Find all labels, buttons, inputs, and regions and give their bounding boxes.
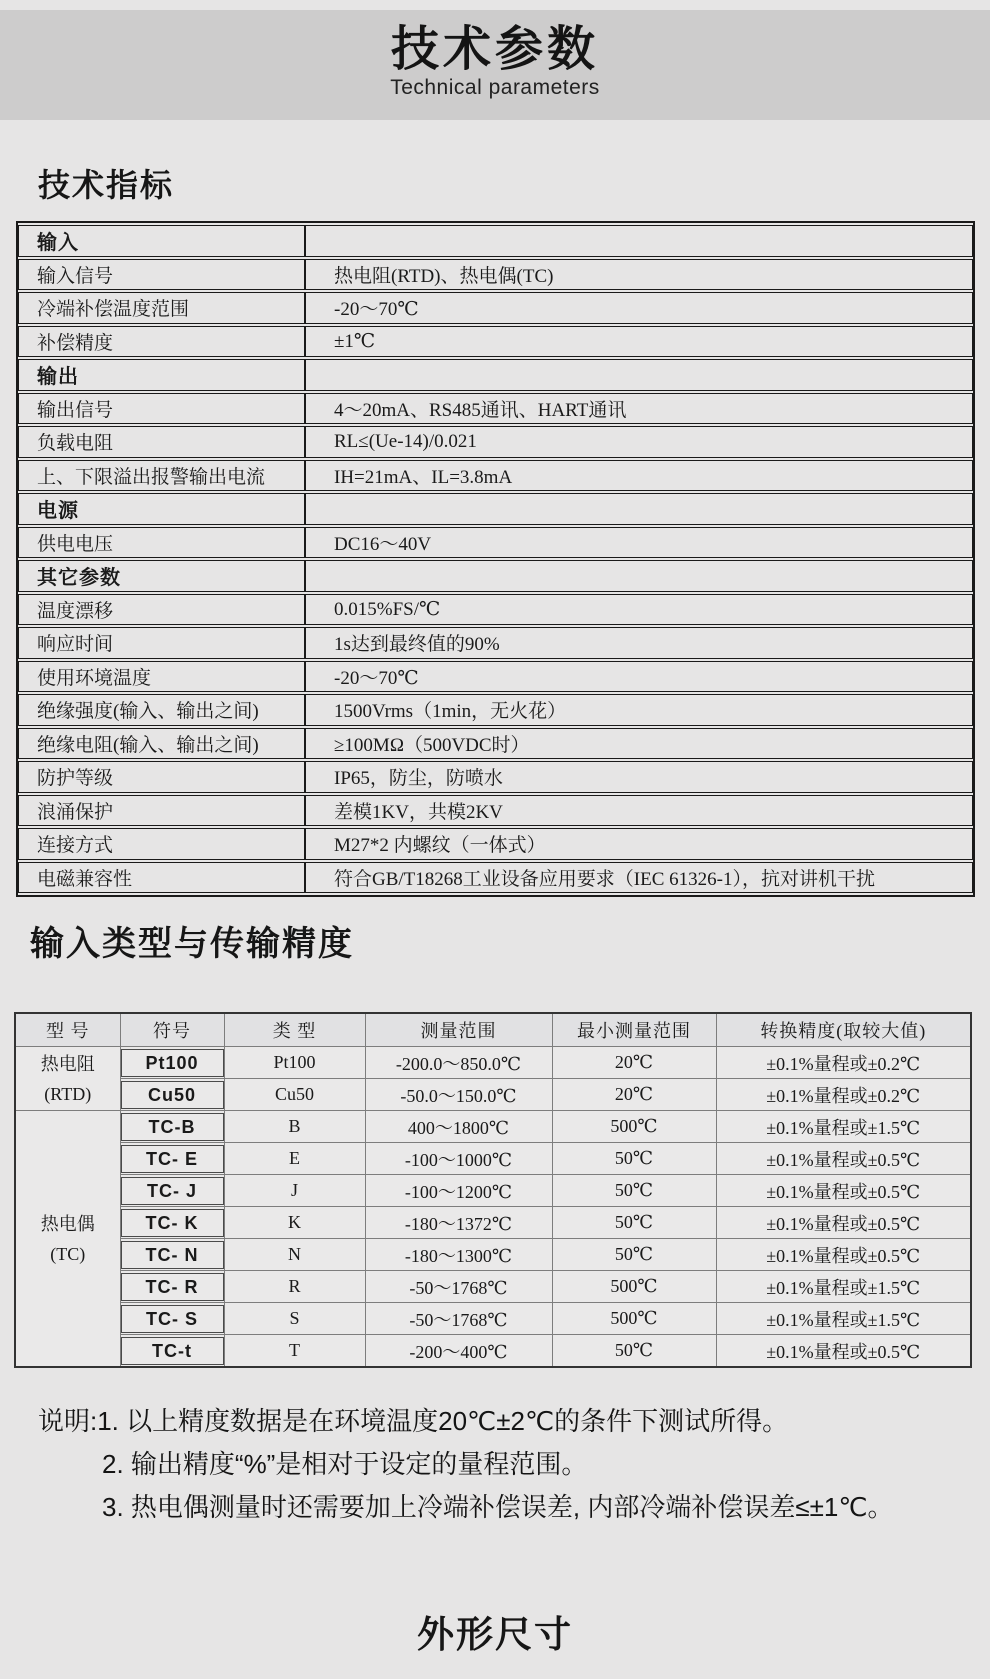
spec-value — [305, 560, 973, 592]
spec-row — [18, 259, 973, 291]
accuracy-row — [15, 1079, 971, 1111]
spec-value: 1s达到最终值的90% — [305, 627, 973, 659]
note-line: 2. 输出精度“%”是相对于设定的量程范围。 — [102, 1449, 588, 1479]
range-cell: -50～1768℃ — [365, 1303, 552, 1335]
type-cell: K — [224, 1207, 365, 1239]
spec-section-row — [18, 225, 973, 257]
range-cell: -180～1372℃ — [365, 1207, 552, 1239]
spec-value: 0.015%FS/℃ — [305, 594, 973, 626]
note-line: 3. 热电偶测量时还需要加上冷端补偿误差, 内部冷端补偿误差≤±1℃。 — [102, 1492, 894, 1522]
symbol-cell — [120, 1047, 224, 1079]
spec-label: 浪涌保护 — [18, 795, 305, 827]
type-cell: J — [224, 1175, 365, 1207]
model-group-sublabel: (RTD) — [44, 1083, 92, 1104]
symbol-cell — [120, 1271, 224, 1303]
model-group-label: 热电偶 — [40, 1213, 95, 1234]
min-range-cell: 500℃ — [552, 1111, 716, 1143]
spec-value: RL≤(Ue-14)/0.021 — [305, 426, 973, 458]
symbol-cell — [120, 1175, 224, 1207]
min-range-cell: 50℃ — [552, 1175, 716, 1207]
spec-label: 负载电阻 — [18, 426, 305, 458]
spec-label: 电磁兼容性 — [18, 862, 305, 894]
spec-label: 输入信号 — [18, 259, 305, 291]
spec-label: 其它参数 — [18, 560, 305, 592]
spec-label: 输出 — [18, 359, 305, 391]
spec-label: 使用环境温度 — [18, 661, 305, 693]
model-group-cell — [15, 1111, 120, 1368]
accuracy-table — [14, 1012, 972, 1368]
accuracy-row — [15, 1303, 971, 1335]
spec-value: 符合GB/T18268工业设备应用要求（IEC 61326-1），抗对讲机干扰 — [305, 862, 973, 894]
spec-row — [18, 761, 973, 793]
spec-value — [305, 225, 973, 257]
symbol-box: TC-B — [121, 1113, 224, 1141]
spec-value: 热电阻(RTD)、热电偶(TC) — [305, 259, 973, 291]
accuracy-cell: ±0.1%量程或±0.2℃ — [716, 1047, 971, 1079]
min-range-cell: 20℃ — [552, 1079, 716, 1111]
min-range-cell: 500℃ — [552, 1271, 716, 1303]
spec-value: -20～70℃ — [305, 292, 973, 324]
min-range-cell: 500℃ — [552, 1303, 716, 1335]
spec-label: 冷端补偿温度范围 — [18, 292, 305, 324]
min-range-cell: 50℃ — [552, 1207, 716, 1239]
spec-label: 供电电压 — [18, 527, 305, 559]
spec-row — [18, 393, 973, 425]
page-subtitle: Technical parameters — [390, 76, 600, 99]
spec-value: M27*2 内螺纹（一体式） — [305, 828, 973, 860]
accuracy-cell: ±0.1%量程或±0.5℃ — [716, 1239, 971, 1271]
spec-value: ±1℃ — [305, 326, 973, 358]
symbol-cell — [120, 1143, 224, 1175]
symbol-cell — [120, 1207, 224, 1239]
col-header-symbol: 符号 — [120, 1013, 224, 1047]
notes-block — [38, 1400, 958, 1529]
symbol-box: TC- S — [121, 1305, 224, 1333]
col-header-type: 类 型 — [224, 1013, 365, 1047]
accuracy-row — [15, 1111, 971, 1143]
accuracy-header-row — [15, 1013, 971, 1047]
symbol-box: TC- K — [121, 1209, 224, 1237]
spec-value: 1500Vrms（1min，无火花） — [305, 694, 973, 726]
accuracy-row — [15, 1239, 971, 1271]
spec-label: 绝缘强度(输入、输出之间) — [18, 694, 305, 726]
symbol-cell — [120, 1335, 224, 1368]
symbol-cell — [120, 1111, 224, 1143]
spec-row — [18, 862, 973, 894]
spec-label: 补偿精度 — [18, 326, 305, 358]
technical-specs-table-body — [18, 225, 973, 893]
spec-row — [18, 326, 973, 358]
accuracy-cell: ±0.1%量程或±0.5℃ — [716, 1175, 971, 1207]
spec-row — [18, 594, 973, 626]
col-header-minrange: 最小测量范围 — [552, 1013, 716, 1047]
type-cell: B — [224, 1111, 365, 1143]
spec-value: 4～20mA、RS485通讯、HART通讯 — [305, 393, 973, 425]
symbol-cell — [120, 1239, 224, 1271]
spec-value: IP65，防尘，防喷水 — [305, 761, 973, 793]
spec-section-row — [18, 560, 973, 592]
spec-value: IH=21mA、IL=3.8mA — [305, 460, 973, 492]
min-range-cell: 50℃ — [552, 1335, 716, 1368]
type-cell: E — [224, 1143, 365, 1175]
page-title: 技术参数 — [390, 23, 599, 76]
accuracy-row — [15, 1143, 971, 1175]
accuracy-cell: ±0.1%量程或±1.5℃ — [716, 1111, 971, 1143]
accuracy-cell: ±0.1%量程或±0.5℃ — [716, 1207, 971, 1239]
spec-row — [18, 728, 973, 760]
section-heading-dimensions: 外形尺寸 — [417, 1614, 573, 1655]
type-cell: N — [224, 1239, 365, 1271]
accuracy-table-head — [15, 1013, 971, 1047]
spec-row — [18, 694, 973, 726]
header-band — [0, 10, 990, 120]
spec-label: 电源 — [18, 493, 305, 525]
min-range-cell: 20℃ — [552, 1047, 716, 1079]
spec-row — [18, 527, 973, 559]
section-heading-tech-specs: 技术指标 — [38, 167, 175, 203]
accuracy-row — [15, 1047, 971, 1079]
spec-label: 绝缘电阻(输入、输出之间) — [18, 728, 305, 760]
symbol-box: Pt100 — [121, 1049, 224, 1077]
symbol-box: Cu50 — [121, 1081, 224, 1109]
col-header-accuracy: 转换精度(取较大值) — [716, 1013, 971, 1047]
symbol-cell — [120, 1079, 224, 1111]
spec-value — [305, 493, 973, 525]
model-group-cell — [15, 1047, 120, 1111]
range-cell: -100～1000℃ — [365, 1143, 552, 1175]
spec-value: ≥100MΩ（500VDC时） — [305, 728, 973, 760]
spec-section-row — [18, 493, 973, 525]
model-group-sublabel: (TC) — [50, 1243, 86, 1264]
symbol-box: TC- R — [121, 1273, 224, 1301]
col-header-range: 测量范围 — [365, 1013, 552, 1047]
type-cell: R — [224, 1271, 365, 1303]
range-cell: -100～1200℃ — [365, 1175, 552, 1207]
symbol-box: TC- J — [121, 1177, 224, 1205]
technical-specs-table — [16, 221, 975, 897]
min-range-cell: 50℃ — [552, 1143, 716, 1175]
range-cell: -50.0～150.0℃ — [365, 1079, 552, 1111]
min-range-cell: 50℃ — [552, 1239, 716, 1271]
section-heading-input-types: 输入类型与传输精度 — [30, 925, 354, 963]
symbol-box: TC-t — [121, 1337, 224, 1365]
spec-row — [18, 292, 973, 324]
accuracy-cell: ±0.1%量程或±0.5℃ — [716, 1143, 971, 1175]
accuracy-cell: ±0.1%量程或±0.5℃ — [716, 1335, 971, 1368]
type-cell: T — [224, 1335, 365, 1368]
range-cell: -200～400℃ — [365, 1335, 552, 1368]
accuracy-row — [15, 1271, 971, 1303]
col-header-model: 型 号 — [15, 1013, 120, 1047]
range-cell: -180～1300℃ — [365, 1239, 552, 1271]
range-cell: 400～1800℃ — [365, 1111, 552, 1143]
accuracy-table-body — [15, 1047, 971, 1368]
spec-label: 连接方式 — [18, 828, 305, 860]
spec-value: -20～70℃ — [305, 661, 973, 693]
type-cell: S — [224, 1303, 365, 1335]
type-cell: Cu50 — [224, 1079, 365, 1111]
note-line: 说明:1. 以上精度数据是在环境温度20℃±2℃的条件下测试所得。 — [38, 1406, 789, 1436]
spec-row — [18, 795, 973, 827]
accuracy-cell: ±0.1%量程或±1.5℃ — [716, 1303, 971, 1335]
accuracy-cell: ±0.1%量程或±0.2℃ — [716, 1079, 971, 1111]
spec-section-row — [18, 359, 973, 391]
spec-label: 输入 — [18, 225, 305, 257]
spec-row — [18, 661, 973, 693]
spec-row — [18, 828, 973, 860]
spec-row — [18, 627, 973, 659]
accuracy-row — [15, 1207, 971, 1239]
accuracy-row — [15, 1175, 971, 1207]
symbol-box: TC- N — [121, 1241, 224, 1269]
symbol-box: TC- E — [121, 1145, 224, 1173]
spec-label: 响应时间 — [18, 627, 305, 659]
symbol-cell — [120, 1303, 224, 1335]
spec-row — [18, 426, 973, 458]
range-cell: -50～1768℃ — [365, 1271, 552, 1303]
type-cell: Pt100 — [224, 1047, 365, 1079]
spec-label: 输出信号 — [18, 393, 305, 425]
accuracy-cell: ±0.1%量程或±1.5℃ — [716, 1271, 971, 1303]
spec-value: 差模1KV，共模2KV — [305, 795, 973, 827]
spec-value: DC16～40V — [305, 527, 973, 559]
model-group-label: 热电阻 — [40, 1053, 95, 1074]
spec-value — [305, 359, 973, 391]
spec-label: 温度漂移 — [18, 594, 305, 626]
spec-row — [18, 460, 973, 492]
range-cell: -200.0～850.0℃ — [365, 1047, 552, 1079]
spec-label: 上、下限溢出报警输出电流 — [18, 460, 305, 492]
spec-label: 防护等级 — [18, 761, 305, 793]
accuracy-row — [15, 1335, 971, 1368]
